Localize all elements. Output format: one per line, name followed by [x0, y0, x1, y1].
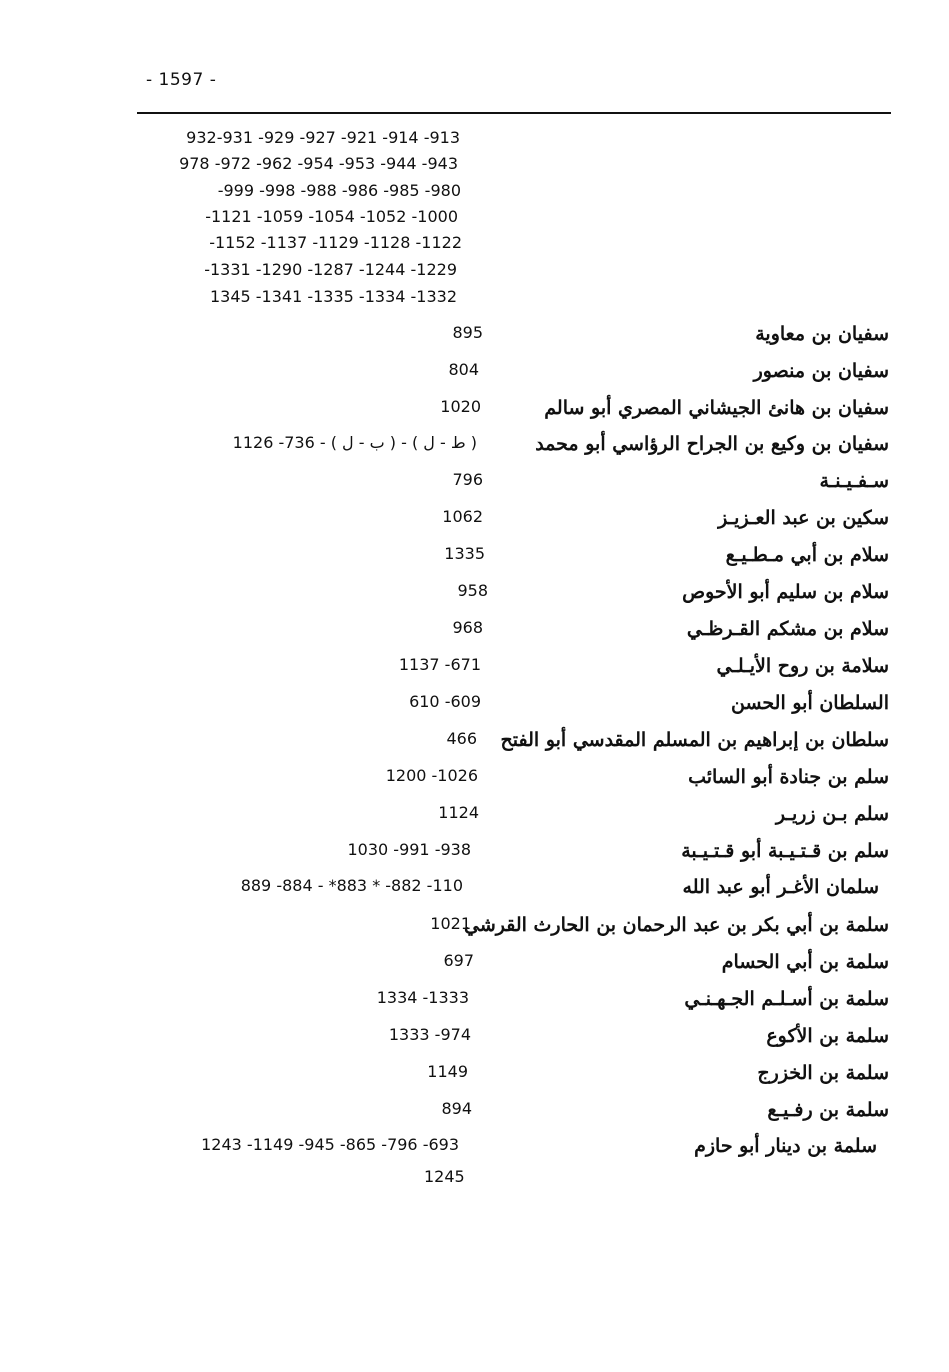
entry-name: سفيان بن منصور [753, 360, 889, 382]
entry-pages: 610 -609 [409, 692, 481, 711]
entry-name: سفيان بن هانئ الجيشاني المصري أبو سالم [544, 397, 889, 419]
index-entry [0, 655, 949, 689]
entry-name: سلامة بن روح الأيـلـي [716, 655, 889, 677]
entry-name: سلام بن أبي مـطـيـع [725, 544, 889, 566]
index-entry [0, 840, 949, 874]
entry-pages: 697 [443, 951, 474, 970]
entry-pages: 1124 [438, 803, 479, 822]
index-entry [0, 1025, 949, 1059]
index-entry [0, 581, 949, 615]
continued-line: -1331 -1290 -1287 -1244 -1229 [204, 260, 457, 279]
entry-pages: 1020 [440, 397, 481, 416]
entry-name: السلطان أبو الحسن [731, 692, 889, 714]
entry-name: سلمة بن أبي بكر بن عبد الرحمان بن الحارث القرشي [463, 914, 889, 936]
index-entry [0, 803, 949, 837]
entry-pages: 1030 -991 -938 [347, 840, 471, 859]
index-entry [0, 692, 949, 726]
entry-pages: 1126 -736 - ( ب - ل ) - ( ط - ل ) [232, 433, 477, 452]
continued-page-references [0, 0, 949, 320]
entry-pages: 1062 [442, 507, 483, 526]
index-entry [0, 729, 949, 763]
entry-name: سلمة بن أسـلـم الجـهـنـي [684, 988, 889, 1010]
entry-pages: 1243 -1149 -945 -865 -796 -693 [201, 1135, 459, 1154]
continued-line: -999 -998 -988 -986 -985 -980 [217, 181, 461, 200]
entry-pages: 968 [452, 618, 483, 637]
trailing-page-reference: 1245 [424, 1167, 465, 1186]
entry-name: سلام بن مشكم القـرظـي [686, 618, 889, 640]
entry-name: سلمان الأغـر أبو عبد الله [682, 876, 879, 898]
entry-name: سفيان بن معاوية [755, 323, 889, 345]
entry-pages: 796 [452, 470, 483, 489]
continued-line: 932-931 -929 -927 -921 -914 -913 [186, 128, 460, 147]
entry-name: سلام بن سليم أبو الأحوص [682, 581, 889, 603]
entry-name: سلمة بن رفـيـع [767, 1099, 889, 1121]
continued-line: 1345 -1341 -1335 -1334 -1332 [209, 287, 457, 306]
index-entry [0, 951, 949, 985]
entry-pages: 1021 [430, 914, 471, 933]
index-entry [0, 618, 949, 652]
index-entry [0, 766, 949, 800]
entry-pages: 1200 -1026 [385, 766, 478, 785]
entry-pages: 1334 -1333 [376, 988, 469, 1007]
entry-pages: 958 [457, 581, 488, 600]
entry-pages: 466 [446, 729, 477, 748]
entry-name: سلمة بن أبي الحسام [721, 951, 889, 973]
entry-name: سلمة بن الخزرج [757, 1062, 889, 1084]
entry-pages: 1137 -671 [398, 655, 481, 674]
entry-name: سلم بن قـتـيـبة أبو قـتـيـبة [681, 840, 889, 862]
continued-line: 978 -972 -962 -954 -953 -944 -943 [179, 154, 458, 173]
entry-name: سـفـيـنـة [819, 470, 889, 492]
index-entry [0, 1099, 949, 1133]
entry-name: سلطان بن إبراهيم بن المسلم المقدسي أبو الفتح [500, 729, 889, 751]
index-entry [0, 397, 949, 431]
index-entry [0, 988, 949, 1022]
entry-pages: 1333 -974 [388, 1025, 471, 1044]
entry-pages: 895 [452, 323, 483, 342]
entry-pages: 804 [448, 360, 479, 379]
index-entry [0, 544, 949, 578]
entry-name: سفيان بن وكيع بن الجراح الرؤاسي أبو محمد [535, 433, 889, 455]
entry-pages: 889 -884 - *883 * -882 -110 [240, 876, 463, 895]
entry-name: سلم بـن زريـر [775, 803, 889, 825]
page-number: - 1597 - [146, 70, 217, 90]
entry-name: سلم بن جنادة أبو السائب [688, 766, 889, 788]
entry-pages: 894 [441, 1099, 472, 1118]
entry-pages: 1149 [427, 1062, 468, 1081]
entry-name: سلمة بن دينار أبو حازم [694, 1135, 877, 1157]
index-entry [0, 360, 949, 394]
index-entry [0, 470, 949, 504]
continued-line: -1152 -1137 -1129 -1128 -1122 [209, 233, 462, 252]
continued-line: -1121 -1059 -1054 -1052 -1000 [205, 207, 458, 226]
index-entry [0, 914, 949, 948]
entry-name: سلمة بن الأكوع [766, 1025, 889, 1047]
index-entry [0, 323, 949, 357]
index-entry [0, 876, 949, 910]
index-entry [0, 1135, 949, 1169]
entry-pages: 1335 [444, 544, 485, 563]
entry-name: سكين بن عبد العـزيـز [718, 507, 889, 529]
index-entry [0, 507, 949, 541]
index-entry [0, 1062, 949, 1096]
index-entry [0, 433, 949, 467]
